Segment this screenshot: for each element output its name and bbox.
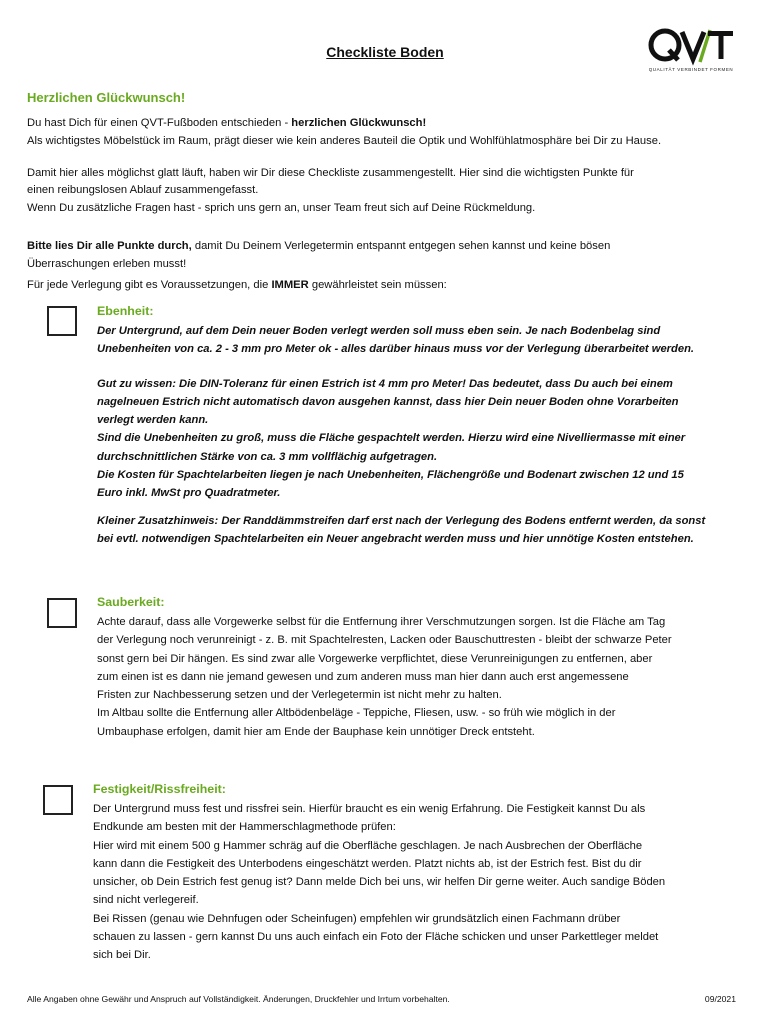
text-line: Fristen zur Nachbesserung setzen und der Verlegetermin ist nicht mehr zu halten. bbox=[97, 689, 502, 702]
intro-bold: herzlichen Glückwunsch! bbox=[291, 117, 427, 129]
text-line: Der Untergrund, auf dem Dein neuer Boden verlegt werden soll muss eben sein. Je nach Bodenbelag sind bbox=[97, 325, 661, 337]
text-line: Gut zu wissen: Die DIN-Toleranz für einen Estrich ist 4 mm pro Meter! Das bedeutet, dass Du auch bei einem bbox=[97, 377, 673, 390]
intro-line-4: einen reibungslosen Ablauf zusammengefasst. bbox=[27, 184, 259, 196]
text-line: der Verlegung noch verunreinigt - z. B. mit Spachtelresten, Lacken oder Bauschuttresten - bleibt der schwarze Peter bbox=[97, 634, 672, 647]
intro-line-7: Überraschungen erleben musst! bbox=[27, 258, 187, 270]
intro-line-6 bbox=[27, 237, 747, 256]
text-line: verlegt werden kann. bbox=[97, 414, 209, 427]
checkbox-festigkeit[interactable] bbox=[43, 785, 73, 815]
qvt-logo-mark bbox=[648, 26, 734, 66]
text-line: Der Untergrund muss fest und rissfrei sein. Hierfür braucht es ein wenig Erfahrung. Die Festigkeit kannst Du als bbox=[93, 803, 646, 815]
text-line: unsicher, ob Dein Estrich fest genug ist? Dann melde Dich bei uns, wir helfen Dir gerne weiter. Auch sandige Böden bbox=[93, 876, 666, 889]
text-line: zum einen ist es dann nie jemand gewesen und zum anderen muss man hier dann auch erst angemessene bbox=[97, 670, 629, 683]
checkbox-ebenheit[interactable] bbox=[47, 306, 77, 336]
text-line: Die Kosten für Spachtelarbeiten liegen je nach Unebenheiten, Flächengröße und Bodenart zwischen 12 und 15 bbox=[97, 469, 684, 482]
intro-bold: IMMER bbox=[271, 279, 309, 291]
text-line: Hier wird mit einem 500 g Hammer schräg auf die Oberfläche geschlagen. Je nach Ausbrechen der Oberfläche bbox=[93, 839, 643, 852]
text-line: Umbauphase erfolgen, damit hier am Ende der Bauphase kein unnötiger Dreck entsteht. bbox=[97, 725, 535, 738]
text-line: Bei Rissen (genau wie Dehnfugen oder Scheinfugen) empfehlen wir grundsätzlich einen Fachmann drüber bbox=[93, 912, 621, 925]
footer-disclaimer: Alle Angaben ohne Gewähr und Anspruch auf Vollständigkeit. Änderungen, Druckfehler und Irrtum vorbehalten. bbox=[27, 994, 450, 1004]
main-heading: Herzlichen Glückwunsch! bbox=[27, 90, 186, 105]
intro-line-2: Als wichtigstes Möbelstück im Raum, prägt dieser wie kein anderes Bauteil die Optik und Wohlfühlatmosphäre bei Dir zu Hause. bbox=[27, 135, 662, 147]
intro-text: gewährleistet sein müssen: bbox=[308, 279, 447, 291]
intro-text: damit Du Deinem Verlegetermin entspannt entgegen sehen kannst und keine bösen bbox=[191, 240, 611, 252]
intro-line-8 bbox=[27, 276, 747, 295]
text-line: Achte darauf, dass alle Vorgewerke selbst für die Entfernung ihrer Verschmutzungen sorgen. Ist die Fläche am Tag bbox=[97, 616, 666, 628]
section-heading-sauberkeit: Sauberkeit: bbox=[97, 595, 165, 609]
section-body-festigkeit bbox=[93, 800, 757, 965]
checkbox-sauberkeit[interactable] bbox=[47, 598, 77, 628]
logo-tagline: QUALITÄT VERBINDET FORMEN bbox=[648, 67, 734, 72]
intro-bold: Bitte lies Dir alle Punkte durch, bbox=[27, 240, 192, 252]
text-line: Unebenheiten von ca. 2 - 3 mm pro Meter ok - alles darüber hinaus muss vor der Verlegung überarbeitet werden. bbox=[97, 343, 695, 356]
text-line: Kleiner Zusatzhinweis: Der Randdämmstreifen darf erst nach der Verlegung des Bodens entfernt werden, da sonst bbox=[97, 514, 706, 527]
text-line: Euro inkl. MwSt pro Quadratmeter. bbox=[97, 487, 281, 500]
qvt-logo bbox=[648, 26, 734, 74]
intro-line-5: Wenn Du zusätzliche Fragen hast - sprich uns gern an, unser Team freut sich auf Deine Rückmeldung. bbox=[27, 202, 536, 214]
text-line: kann dann die Festigkeit des Unterbodens eingeschätzt werden. Platzt nichts ab, ist der Estrich fest. Bist du dir bbox=[93, 857, 642, 870]
text-line: schauen zu lassen - gern kannst Du uns auch einfach ein Foto der Fläche schicken und unser Parkettleger meldet bbox=[93, 931, 659, 944]
section-heading-festigkeit: Festigkeit/Rissfreiheit: bbox=[93, 782, 226, 796]
text-line: sich bei Dir. bbox=[93, 949, 151, 962]
section-heading-ebenheit: Ebenheit: bbox=[97, 304, 154, 318]
text-line: Sind die Unebenheiten zu groß, muss die Fläche gespachtelt werden. Hierzu wird eine Nivelliermasse mit einer bbox=[97, 432, 686, 445]
text-line: Im Altbau sollte die Entfernung aller Altbödenbeläge - Teppiche, Fliesen, usw. - so früh wie möglich in der bbox=[97, 707, 616, 720]
text-line: nagelneuen Estrich nicht automatisch davon ausgehen kannst, dass hier Dein neuer Boden ohne Vorarbeiten bbox=[97, 395, 679, 408]
text-line: sonst gern bei Dir hängen. Es sind zwar alle Vorgewerke verpflichtet, diese Verunreinigungen zu entfernen, aber bbox=[97, 652, 653, 665]
text-line: durchschnittlichen Stärke von ca. 3 mm vollflächig aufgetragen. bbox=[97, 450, 438, 463]
intro-text: Du hast Dich für einen QVT-Fußboden entschieden - bbox=[27, 117, 292, 129]
text-line: sind nicht verlegereif. bbox=[93, 894, 199, 907]
intro-line-1 bbox=[27, 114, 747, 133]
section-body-sauberkeit bbox=[97, 613, 757, 741]
document-title: Checkliste Boden bbox=[326, 44, 444, 60]
text-line: Endkunde am besten mit der Hammerschlagmethode prüfen: bbox=[93, 821, 396, 834]
intro-text: Für jede Verlegung gibt es Voraussetzungen, die bbox=[27, 279, 272, 291]
intro-line-3: Damit hier alles möglichst glatt läuft, haben wir Dir diese Checkliste zusammengestellt. Hier sind die wichtigsten Punkte für bbox=[27, 167, 634, 179]
text-line: bei evtl. notwendigen Spachtelarbeiten ein Neuer angebracht werden muss und hier unnötige Kosten entstehen. bbox=[97, 532, 694, 545]
footer-date: 09/2021 bbox=[704, 994, 736, 1004]
section-body-ebenheit bbox=[97, 322, 757, 548]
